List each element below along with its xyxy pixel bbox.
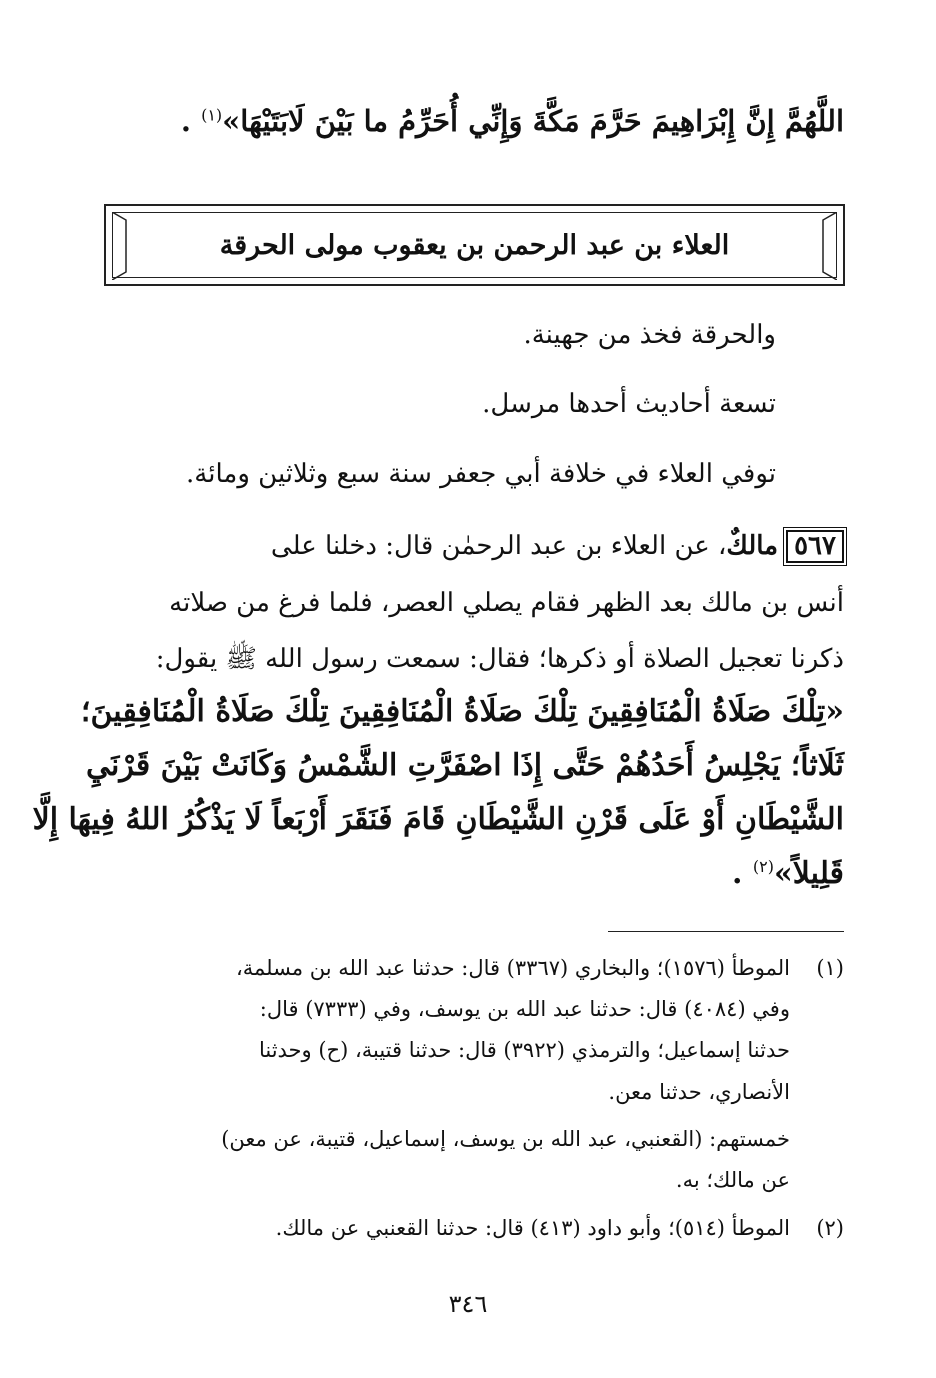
hadith-quote-line-3: الشَّيْطَانِ أَوْ عَلَى قَرْنِ الشَّيْطَانِ قَامَ فَنَقَرَ أَرْبَعاً لَا يَذْكُرُ اللهُ فِيهَا إِلَّا <box>32 802 844 837</box>
hadith-line-3: ذكرنا تعجيل الصلاة أو ذكرها؛ فقال: سمعت رسول الله ﷺ يقول: <box>155 644 844 674</box>
hadith-quote-line-4 <box>106 856 844 891</box>
footnote-ref-1: (١) <box>201 105 223 125</box>
hadith-line-1-rest: ، عن العلاء بن عبد الرحمٰن قال: دخلنا على <box>270 531 727 561</box>
footnote-2-line <box>106 1216 844 1240</box>
page-number: ٣٤٦ <box>448 1290 488 1318</box>
hadith-line-2: أنس بن مالك بعد الظهر فقام يصلي العصر، فلما فرغ من صلاته <box>169 588 844 618</box>
hadith-line-1 <box>106 530 844 563</box>
section-title-box <box>104 204 845 286</box>
footnote-ref-2: (٢) <box>752 857 775 876</box>
footnote-1-line-6: عن مالك؛ به. <box>675 1168 790 1192</box>
intro-line-2: تسعة أحاديث أحدها مرسل. <box>482 389 776 419</box>
footnote-1-line-3: حدثنا إسماعيل؛ والترمذي (٣٩٢٢) قال: حدثنا قتيبة، (ح) وحدثنا <box>258 1038 790 1062</box>
hadith-quote-line-2: ثَلَاثاً؛ يَجْلِسُ أَحَدُهُمْ حَتَّى إِذَا اصْفَرَّتِ الشَّمْسُ وَكَانَتْ بَيْنَ قَرْنَيِ <box>85 748 844 783</box>
previous-hadith-end: . <box>180 104 202 138</box>
footnote-2-number: (٢) <box>816 1216 844 1240</box>
section-title: العلاء بن عبد الرحمن بن يعقوب مولى الحرقة <box>219 229 730 261</box>
hadith-quote-last: قَلِيلاً» <box>774 856 844 891</box>
hadith-end: . <box>732 856 753 891</box>
intro-line-1: والحرقة فخذ من جهينة. <box>523 320 776 350</box>
footnote-1-line-5: خمستهم: (القعنبي، عبد الله بن يوسف، إسماعيل، قتيبة، عن معن) <box>221 1127 790 1151</box>
footnote-1-number: (١) <box>816 956 844 980</box>
previous-hadith-ending <box>106 104 844 138</box>
hadith-number: ٥٦٧ <box>786 530 844 563</box>
hadith-quote-line-1: «تِلْكَ صَلَاةُ الْمُنَافِقِينَ تِلْكَ صَلَاةُ الْمُنَافِقِينَ تِلْكَ صَلَاةُ الْمُنَافِقِينَ؛ <box>80 694 844 729</box>
footnote-1-line-2: وفي (٤٠٨٤) قال: حدثنا عبد الله بن يوسف، وفي (٧٣٣٣) قال: <box>259 997 790 1021</box>
footnote-separator <box>608 931 844 932</box>
footnote-2-text: الموطأ (٥١٤)؛ وأبو داود (٤١٣) قال: حدثنا القعنبي عن مالك. <box>275 1216 790 1240</box>
footnote-1-line-4: الأنصاري، حدثنا معن. <box>608 1080 790 1104</box>
hadith-narrator: مالكٌ <box>726 531 779 561</box>
intro-line-3: توفي العلاء في خلافة أبي جعفر سنة سبع وثلاثين ومائة. <box>186 459 776 489</box>
previous-hadith-text: اللَّهُمَّ إِنَّ إِبْرَاهِيمَ حَرَّمَ مَكَّةَ وَإِنِّي أُحَرِّمُ ما بَيْنَ لَابَتَيْهَا» <box>222 104 844 138</box>
footnote-1-text-1: الموطأ (١٥٧٦)؛ والبخاري (٣٣٦٧) قال: حدثنا عبد الله بن مسلمة، <box>236 956 790 980</box>
footnote-1-line-1 <box>106 956 844 980</box>
